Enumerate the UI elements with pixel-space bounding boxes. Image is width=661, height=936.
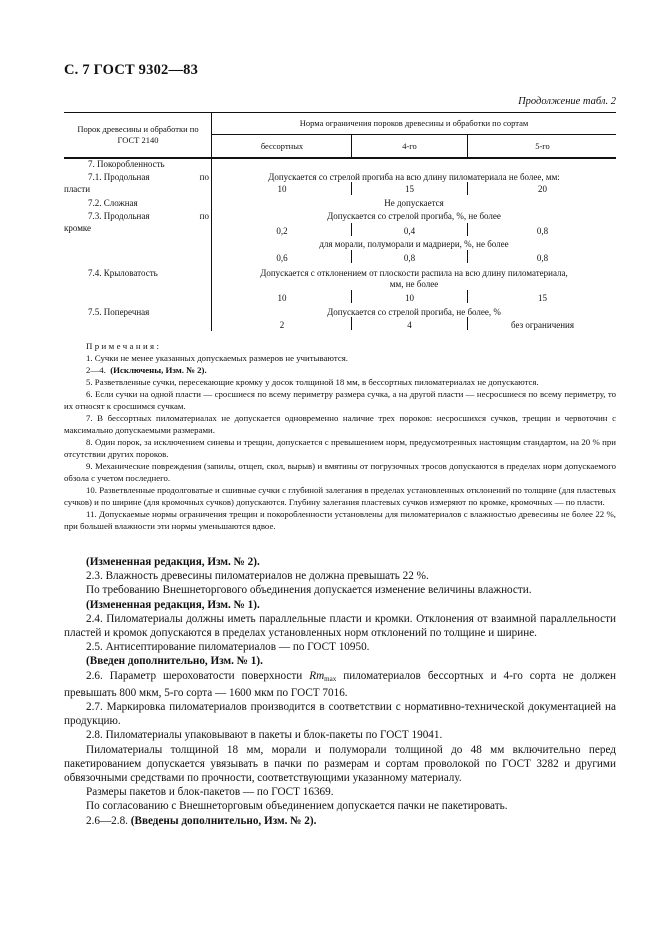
cell-divider xyxy=(351,290,352,303)
table-subheader-divider-1 xyxy=(351,134,352,157)
row-7-3-label: 7.3. Продольная по кромке xyxy=(64,211,209,233)
row-7-3-value-secondary: 0,6 xyxy=(276,253,288,263)
row-7-3-value: 0,8 xyxy=(536,226,549,236)
clause-2-3: 2.3. Влажность древесины пиломатериалов не должна превышать 22 %. xyxy=(86,570,429,583)
row-7-label: 7. Покоробленность xyxy=(88,159,165,169)
row-7-4-value: 15 xyxy=(538,293,547,303)
cell-divider xyxy=(467,223,468,236)
note-11: 11. Допускаемые нормы ограничения трещин и покоробленности установлены для пиломатериалов с влажностью древесины не более 22 %, при большей влажности эти нормы уменьшаются вдвое. xyxy=(64,509,616,531)
amendment-note: (Измененная редакция, Изм. № 1). xyxy=(86,598,260,611)
row-7-5-value: без ограничения xyxy=(511,320,574,330)
clause-2-8-sizes: Размеры пакетов и блок-пакетов — по ГОСТ 16369. xyxy=(86,786,334,799)
cell-divider xyxy=(467,182,468,195)
cell-divider xyxy=(351,250,352,263)
row-7-5-value: 2 xyxy=(279,320,285,330)
header-norm-group: Норма ограничения пороков древесины и обработки по сортам xyxy=(299,118,529,128)
header-grade-unsorted: бессортных xyxy=(260,141,304,151)
row-7-3-value: 0,2 xyxy=(276,226,288,236)
table-notes xyxy=(64,340,616,532)
cell-divider xyxy=(351,317,352,330)
clause-2-8: 2.8. Пиломатериалы упаковывают в пакеты и блок-пакеты по ГОСТ 19041. xyxy=(86,729,443,742)
cell-divider xyxy=(467,317,468,330)
header-grade-4: 4-го xyxy=(402,141,417,151)
header-defect: Порок древесины и обработки по ГОСТ 2140 xyxy=(77,124,199,145)
note-2-4: 2—4. (Исключены, Изм. № 2). xyxy=(86,365,207,375)
amendment-note: (Введен дополнительно, Изм. № 1). xyxy=(86,655,263,668)
row-7-3-norm: Допускается со стрелой прогиба, %, не более xyxy=(327,211,501,221)
document-body xyxy=(64,555,616,828)
row-7-2-norm: Не допускается xyxy=(384,198,444,208)
row-7-4-value: 10 xyxy=(405,293,414,303)
table-top-rule xyxy=(64,112,616,113)
amendment-note: 2.6—2.8. (Введены дополнительно, Изм. № 2). xyxy=(86,814,317,827)
row-7-3-value: 0,4 xyxy=(403,226,416,236)
row-7-1-value: 15 xyxy=(405,184,414,194)
clause-2-7: 2.7. Маркировка пиломатериалов производится в соответствии с нормативно-технической документацией на продукцию. xyxy=(64,701,616,728)
note-1: 1. Сучки не менее указанных допускаемых размеров не учитываются. xyxy=(86,353,348,363)
row-7-4-label: 7.4. Крыловатость xyxy=(88,268,158,278)
row-7-1-norm: Допускается со стрелой прогиба на всю длину пиломатериала не более, мм: xyxy=(268,172,560,182)
table-subheader-divider-2 xyxy=(467,134,468,157)
clause-2-3-extra: По требованию Внешнеторгового объединения допускается изменение величины влажности. xyxy=(86,584,532,597)
row-7-4-value: 10 xyxy=(277,293,287,303)
row-7-3-value-secondary: 0,8 xyxy=(536,253,549,263)
notes-title: Примечания: xyxy=(86,341,162,351)
row-7-3-norm-secondary: для морали, полуморали и мадриери, %, не более xyxy=(319,239,509,249)
header-grade-5: 5-го xyxy=(535,141,550,151)
row-7-1-label: 7.1. Продольная по пласти xyxy=(64,172,209,194)
note-9: 9. Механические повреждения (запилы, отщеп, скол, вырыв) и вмятины от погрузочных тросов допускаются в пределах норм допускаемого обзола с учетом последнего. xyxy=(64,461,616,483)
table-caption: Продолжение табл. 2 xyxy=(518,96,616,107)
row-7-4-norm-cont: мм, не более xyxy=(389,279,439,289)
row-7-5-label: 7.5. Поперечная xyxy=(88,307,150,317)
note-10: 10. Разветвленные продолговатые и сшивные сучки с глубиной залегания в пределах установленных отклонений по толщине (для пластевых сучков) и по ширине (для кромочных сучков) допускаются. Глубину залегания пластевых сучков измеряют по кромке, кромочных — по пласти. xyxy=(64,485,616,507)
table-column-divider xyxy=(211,112,212,331)
note-5: 5. Разветвленные сучки, пересекающие кромку у досок толщиной 18 мм, в бессортных пиломатериалах не допускаются. xyxy=(86,377,539,387)
cell-divider xyxy=(467,250,468,263)
amendment-note: (Измененная редакция, Изм. № 2). xyxy=(86,556,260,568)
page-header: С. 7 ГОСТ 9302—83 xyxy=(64,62,199,78)
table-subheader-divider xyxy=(212,134,616,135)
clause-2-6: 2.6. Параметр шероховатости поверхности $Rm_{max}$ пиломатериалов бессортных и 4-го сорта не должен превышать 800 мкм, 5-го сорта — 1600 мкм по ГОСТ 7016. xyxy=(64,669,616,699)
note-6: 6. Если сучки на одной пласти — сросшиеся по всему периметру размера сучка, а на другой пласти — несросшиеся по всему периметру, то их относят к сросшимся сучкам. xyxy=(64,389,616,411)
row-7-3-value-secondary: 0,8 xyxy=(403,253,416,263)
cell-divider xyxy=(467,290,468,303)
clause-2-8-agreement: По согласованию с Внешнеторговым объединением допускается пачки не пакетировать. xyxy=(86,800,508,813)
row-7-4-norm: Допускается с отклонением от плоскости распила на всю длину пиломатериала, xyxy=(260,268,568,278)
note-8: 8. Один порок, за исключением синевы и трещин, допускается с превышением норм, предусмотренных настоящим стандартом, на 20 % при отсутствии других пороков. xyxy=(64,437,616,459)
clause-2-8-packing: Пиломатериалы толщиной 18 мм, морали и полуморали толщиной до 48 мм включительно перед пакетированием допускается увязывать в пачки по размерам и сортам проволокой по ГОСТ 3282 и другими обвязочными средствами по прочности, соответствующими указанному материалу. xyxy=(64,743,616,785)
clause-2-5: 2.5. Антисептирование пиломатериалов — по ГОСТ 10950. xyxy=(86,641,370,654)
row-7-5-value: 4 xyxy=(407,320,412,330)
row-7-5-norm: Допускается со стрелой прогиба, не более, % xyxy=(327,307,501,317)
note-7: 7. В бессортных пиломатериалах не допускается одновременно наличие трех пороков: несросшихся сучков, трещин и червоточин с максимально допускаемыми размерами. xyxy=(64,413,616,435)
row-7-1-value: 10 xyxy=(277,184,287,194)
row-7-2-label: 7.2. Сложная xyxy=(88,198,138,208)
clause-2-4: 2.4. Пиломатериалы должны иметь параллельные пласти и кромки. Отклонения от взаимной параллельности пластей и кромок допускаются в пределах установленных норм отклонений по толщине и ширине. xyxy=(64,612,616,640)
cell-divider xyxy=(351,223,352,236)
row-7-1-value: 20 xyxy=(538,184,547,194)
cell-divider xyxy=(351,182,352,195)
